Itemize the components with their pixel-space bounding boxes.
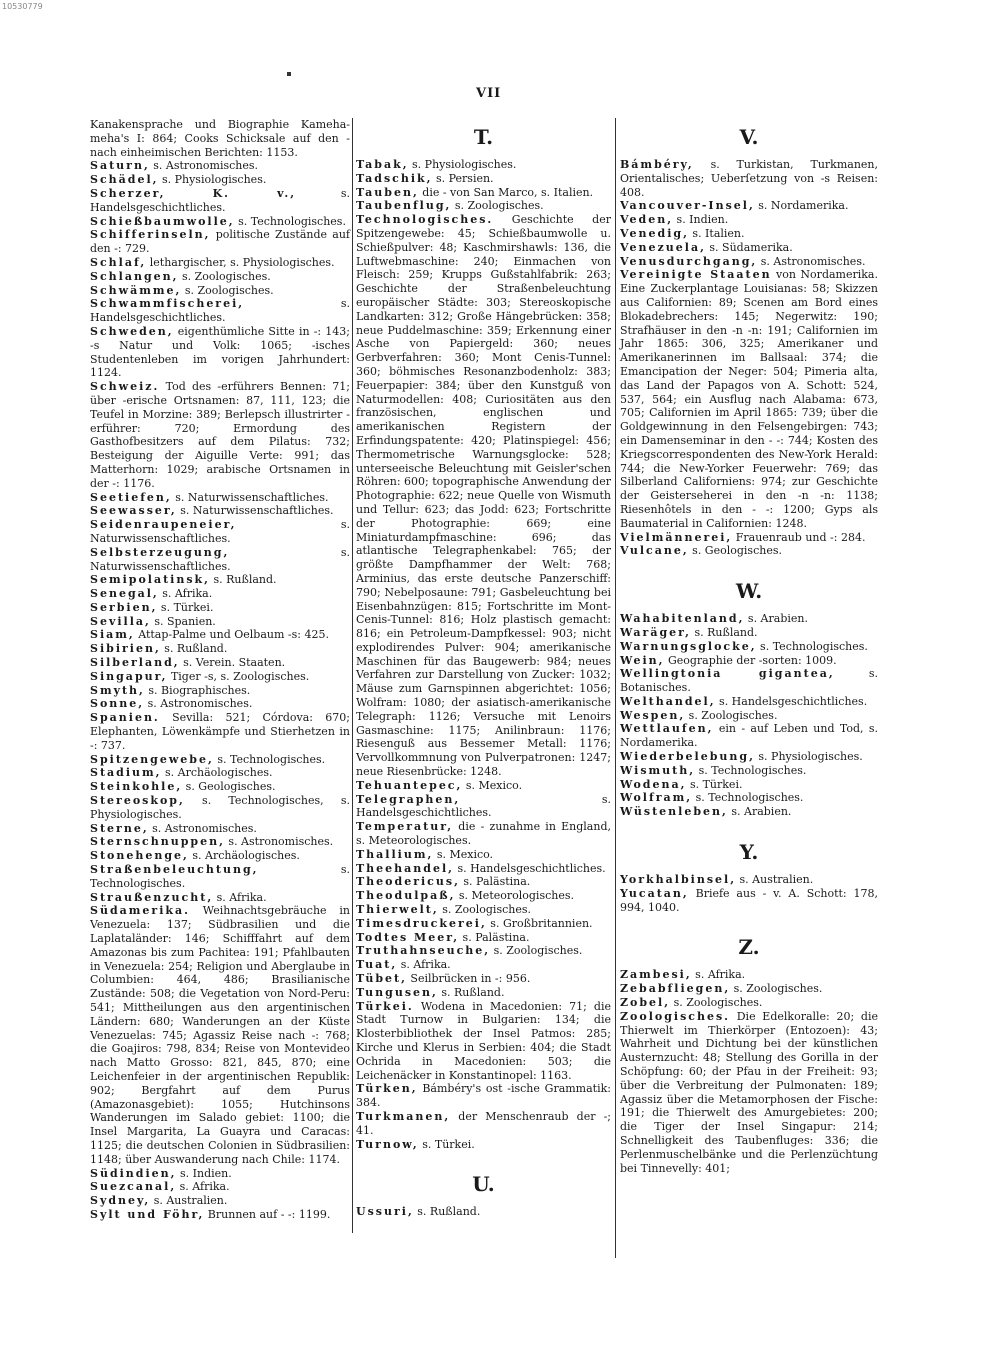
entry-headword: Vancouver-Insel, xyxy=(620,199,755,213)
entry-headword: Vulcane, xyxy=(620,544,689,558)
entry-text: Frauenraub und -: 284. xyxy=(732,530,866,544)
entry-headword: Spitzengewebe, xyxy=(90,752,214,766)
entry-text: Kanakensprache und Biographie Kameha-meha's I: 864; Cooks Schicksale auf den - nach einheimischen Berichten: 1153. xyxy=(90,118,350,159)
entry-text: s. Archäologisches. xyxy=(188,849,300,863)
index-entry xyxy=(356,779,611,793)
entry-headword: Waräger, xyxy=(620,625,691,639)
index-entry xyxy=(90,835,350,849)
entry-text: s. Zoologisches. xyxy=(490,944,583,958)
entry-text: s. Afrika. xyxy=(213,890,267,904)
entry-text: eigenthümliche Sitte in -: 143; -s Natur und Volk: 1065; -isches Studentenleben im vorigen Jahrhundert: 1124. xyxy=(90,324,350,380)
entry-headword: Todtes Meer, xyxy=(356,930,460,944)
entry-headword: Taubenflug, xyxy=(356,199,452,213)
entry-headword: Ussuri, xyxy=(356,1205,414,1219)
entry-headword: Siam, xyxy=(90,628,135,642)
index-entry xyxy=(90,587,350,601)
entry-text: Geschichte der Spitzengewebe: 45; Schießbaumwolle u. Schießpulver: 48; Kaschmirshawls: 136, die Luftwebmaschine: 240; Einmachen von Fleisch: 259; Krupps Gußstahlfabrik: 263; Geschichte der Straßenbeleuchtung europäischer Städte: 303; Stereoskopische Landkarten: 312; Große Hängebrücken: 358; neue Puddelmaschine: 359; Erkennung einer Asche von Papiergeld: 360; neues Gerbverfahren: 360; Mont Cenis-Tunnel: 360; böhmisches Resonanzbodenholz: 383; Feuerpapier: 384; über den Kunstguß von Naturmodellen: 408; Curiositäten aus den französischen, englischen und amerikanischen Registern der Erfindungspatente: 420; Platinspiegel: 456; Thermometrische Warnungsglocke: 528; unterseeische Beleuchtung mit Geisler'schen Röhren: 600; topographische Anwendung der Photographie: 622; neue Quelle von Wismuth und Tellur: 623; das Jodd: 623; Fortschritte der Photographie: 669; eine Miniaturdampfmaschine: 696; das atlantische Telegraphenkabel: 765; der größte Dampfhammer der Welt: 768; Arminius, das erste deutsche Panzerschiff: 790; Nebelposaune: 791; Gasbeleuchtung bei Eisenbahnzügen: 815; Fortschritte im Mont-Cenis-Tunnel: 816; Holz plastisch gemacht: 816; ein Petroleum-Dampfkessel: 903; nicht explodirendes Pulver: 904; amerikanische Maschinen für das Baugewerb: 984; neues Verfahren zur Darstellung von Zucker: 1032; Mäuse zum Garnspinnen abgerichtet: 1056; Wolfram: 1080; der asiatisch-amerikanische Telegraph: 1126; Versuche mit Lenoirs Gasmaschine: 1175; Anilinbraun: 1176; Riesenguß aus Bessemer Metall: 1176; Vervollkommnung von Pulverpatronen: 1247; neue Riesenbrücke: 1248. xyxy=(356,213,611,779)
entry-headword: Turnow, xyxy=(356,1137,419,1151)
index-entry xyxy=(90,297,350,325)
index-entry xyxy=(356,958,611,972)
entry-text: Attap-Palme und Oelbaum -s: 425. xyxy=(134,628,329,642)
entry-text: Briefe aus - v. A. Schott: 178, 994, 1040. xyxy=(620,886,878,914)
index-entry xyxy=(90,573,350,587)
entry-text: s. Zoologisches. xyxy=(178,269,271,283)
entry-text: s. Palästina. xyxy=(459,875,531,889)
entry-text: Seilbrücken in -: 956. xyxy=(406,972,531,986)
entry-text: s. Handelsgeschichtliches. xyxy=(356,792,611,820)
index-entry xyxy=(90,284,350,298)
entry-headword: Zoologisches. xyxy=(620,1009,730,1023)
index-entry xyxy=(90,766,350,780)
page-number: VII xyxy=(476,86,502,101)
entry-text: s. Rußland. xyxy=(160,642,228,656)
entry-headword: Veden, xyxy=(620,213,674,227)
entry-headword: Schifferinseln, xyxy=(90,228,211,242)
entry-text: s. Afrika. xyxy=(158,587,213,601)
entry-headword: Tungusen, xyxy=(356,985,438,999)
index-entry xyxy=(356,889,611,903)
entry-text: die - zunahme in England, s. Meteorologisches. xyxy=(356,820,611,848)
entry-headword: Stadium, xyxy=(90,766,162,780)
entry-headword: Wein, xyxy=(620,653,665,667)
entry-headword: Südindien, xyxy=(90,1166,177,1180)
index-entry xyxy=(356,1082,611,1110)
entry-headword: Senegal, xyxy=(90,587,159,601)
entry-headword: Theodericus, xyxy=(356,875,460,889)
entry-text: s. Mexico. xyxy=(462,778,523,792)
entry-headword: Südamerika. xyxy=(90,904,190,918)
entry-headword: Wiederbelebung, xyxy=(620,750,755,764)
entry-headword: Wüstenleben, xyxy=(620,805,728,819)
entry-text: s. Naturwissenschaftliches. xyxy=(176,504,334,518)
index-entry xyxy=(620,199,878,213)
entry-text: Brunnen auf - -: 1199. xyxy=(204,1207,331,1221)
entry-headword: Schießbaumwolle, xyxy=(90,214,235,228)
entry-headword: Türkei. xyxy=(356,999,414,1013)
entry-text: s. Turkistan, Turkmanen, Orientalisches; Ueberſetzung von -s Reisen: 408. xyxy=(620,158,878,199)
index-entry xyxy=(90,656,350,670)
entry-headword: Wismuth, xyxy=(620,763,696,777)
index-entry xyxy=(356,1000,611,1083)
entry-text: s. Handelsgeschichtliches. xyxy=(90,297,350,325)
section-letter-y: Y. xyxy=(739,840,759,865)
index-entry xyxy=(90,794,350,822)
index-entry xyxy=(620,626,878,640)
entry-headword: Venedig, xyxy=(620,226,689,240)
entry-headword: Suezcanal, xyxy=(90,1180,177,1194)
index-entry xyxy=(620,241,878,255)
entry-text: s. Rußland. xyxy=(210,573,277,587)
entry-headword: Vielmännerei, xyxy=(620,530,733,544)
entry-headword: Scherzer, K. v., xyxy=(90,186,297,200)
index-entry xyxy=(356,875,611,889)
entry-headword: Schwammfischerei, xyxy=(90,297,245,311)
section-letter-w: W. xyxy=(735,579,763,604)
entry-headword: Wolfram, xyxy=(620,791,693,805)
entry-text: s. Naturwissenschaftliches. xyxy=(90,518,350,545)
document-id: 10530779 xyxy=(2,2,43,11)
entry-text: s. Handelsgeschichtliches. xyxy=(454,861,606,875)
index-entry xyxy=(356,972,611,986)
entry-text: s. Physiologisches. xyxy=(158,173,267,187)
entry-headword: Türken, xyxy=(356,1082,418,1096)
index-entry xyxy=(90,546,350,574)
entry-text: s. Rußland. xyxy=(437,985,505,999)
index-entry xyxy=(90,187,350,215)
index-entry xyxy=(90,670,350,684)
entry-text: s. Handelsgeschichtliches. xyxy=(715,694,868,708)
entry-text: s. Arabien. xyxy=(727,805,792,819)
entry-headword: Sterne, xyxy=(90,821,149,835)
entry-text: s. Südamerika. xyxy=(705,240,793,254)
index-entry xyxy=(90,849,350,863)
entry-headword: Wodena, xyxy=(620,777,687,791)
index-entry xyxy=(90,159,350,173)
entry-text: s. Arabien. xyxy=(744,612,808,626)
entry-headword: Sevilla, xyxy=(90,614,151,628)
index-entry xyxy=(356,158,611,172)
entry-text: politische Zustände auf den -: 729. xyxy=(90,228,350,256)
entry-headword: Zambesi, xyxy=(620,968,692,982)
index-entry xyxy=(620,654,878,668)
entry-headword: Yorkhalbinsel, xyxy=(620,873,737,887)
entry-text: s. Türkei. xyxy=(418,1137,475,1151)
index-entry xyxy=(620,531,878,545)
index-entry xyxy=(90,518,350,546)
entry-text: von Nordamerika. Eine Zuckerplantage Louisianas: 58; Skizzen aus Californien: 89; Scenen am Bord eines Blokadebrechers: 145; Negerwitz: 190; Strafhäuser in den -n -n: 191; Californien im Jahr 1865: 306, 325; Amerikaner und Amerikanerinnen im Ballsaal: 374; die Emancipation der Neger: 504; Pimeria alta, das Land der Papagos von A. Schott: 524, 537, 564; ein Ausflug nach Alabama: 673, 705; Californien im April 1865: 739; über die Goldgewinnung in den Felsengebirgen: 743; ein Damenseminar in den - -: 744; Kosten des Kriegscorrespondenten des New-York Herald: 744; die New-Yorker Feuerwehr: 769; das Silberland Californiens: 974; zur Geschichte der Geisterseherei in den -n -n: 1138; Riesenhôtels in den - -: 1200; Gyps als Baumaterial in Californien: 1248. xyxy=(620,268,878,530)
entry-headword: Schädel, xyxy=(90,173,159,187)
entry-text: die - von San Marco, s. Italien. xyxy=(418,185,594,199)
entry-headword: Technologisches. xyxy=(356,213,494,227)
entry-headword: Tehuantepec, xyxy=(356,778,463,792)
entry-text: s. Naturwissenschaftliches. xyxy=(90,545,350,573)
entry-headword: Wettlaufen, xyxy=(620,722,714,736)
section-letter-v: V. xyxy=(739,125,759,149)
entry-headword: Thierwelt, xyxy=(356,903,439,917)
index-entry xyxy=(620,982,878,996)
entry-headword: Schwämme, xyxy=(90,283,182,297)
index-entry xyxy=(620,1010,878,1176)
index-entry xyxy=(90,118,350,159)
entry-headword: Singapur, xyxy=(90,669,168,683)
index-entry xyxy=(90,504,350,518)
entry-text: s. Afrika. xyxy=(691,968,746,982)
index-entry xyxy=(356,862,611,876)
index-entry xyxy=(356,172,611,186)
entry-text: s. Technologisches. xyxy=(90,863,350,890)
entry-text: s. Geologisches. xyxy=(182,780,276,794)
index-entry xyxy=(90,642,350,656)
entry-headword: Stonehenge, xyxy=(90,849,189,863)
entry-headword: Serbien, xyxy=(90,600,158,614)
entry-text: s. Zoologisches. xyxy=(451,199,544,213)
index-entry xyxy=(90,711,350,752)
entry-headword: Tübet, xyxy=(356,972,407,986)
index-entry xyxy=(90,753,350,767)
entry-headword: Wespen, xyxy=(620,708,686,722)
index-entry xyxy=(356,986,611,1000)
entry-headword: Straßenbeleuchtung, xyxy=(90,863,259,877)
index-entry xyxy=(620,268,878,530)
entry-text: s. Zoologisches. xyxy=(670,996,763,1010)
index-entry xyxy=(620,750,878,764)
index-entry xyxy=(620,695,878,709)
entry-text: s. Technologisches. xyxy=(692,791,804,805)
index-entry xyxy=(356,944,611,958)
entry-text: s. Physiologisches. xyxy=(408,158,517,171)
index-entry xyxy=(90,904,350,1166)
entry-text: s. Italien. xyxy=(688,226,745,240)
entry-headword: Bámbéry, xyxy=(620,158,694,171)
index-entry xyxy=(90,822,350,836)
index-entry xyxy=(356,199,611,213)
entry-text: Tod des -erführers Bennen: 71; über -erische Ortsnamen: 87, 111, 123; die Teufel in Morzine: 389; Berlepsch illustrirter -erführer: 720; Ermordung des Gasthofbesitzers auf dem Pilatus: 732; Besteigung der Aiguille Verte: 991; das Matterhorn: 1029; arabische Ortsnamen in der -: 1176. xyxy=(90,380,350,490)
entry-text: s. Astronomisches. xyxy=(148,821,257,835)
index-entry xyxy=(90,256,350,270)
index-entry xyxy=(90,615,350,629)
index-entry xyxy=(356,1110,611,1138)
index-entry xyxy=(90,380,350,490)
index-column-3 xyxy=(620,118,878,1175)
index-entry xyxy=(356,848,611,862)
entry-headword: Wellingtonia gigantea, xyxy=(620,667,835,681)
index-entry xyxy=(620,764,878,778)
entry-headword: Theodulpaß, xyxy=(356,889,456,903)
entry-text: s. Technologisches. xyxy=(695,763,807,777)
entry-text: s. Zoologisches. xyxy=(685,708,778,722)
entry-text: Sevilla: 521; Córdova: 670; Elephanten, Löwenkämpfe und Stierhetzen in -: 737. xyxy=(90,711,350,752)
entry-text: s. Zoologisches. xyxy=(438,903,531,917)
entry-text: s. Meteorologisches. xyxy=(455,889,574,903)
entry-text: s. Großbritannien. xyxy=(486,916,593,930)
entry-headword: Sylt und Föhr, xyxy=(90,1207,205,1221)
entry-headword: Semipolatinsk, xyxy=(90,573,210,587)
entry-text: s. Technologisches. xyxy=(756,639,868,653)
entry-headword: Smyth, xyxy=(90,683,145,697)
entry-headword: Temperatur, xyxy=(356,820,454,834)
index-entry xyxy=(90,228,350,256)
entry-text: ein - auf Leben und Tod, s. Nordamerika. xyxy=(620,722,878,750)
entry-headword: Venezuela, xyxy=(620,240,706,254)
entry-text: Weihnachtsgebräuche in Venezuela: 137; Südbrasilien und die Laplataländer: 146; Schifffahrt auf dem Amazonas bis zum Pachitea: 191; Pfahlbauten in Venezuela: 254; Religion und Aberglaube in Columbien: 464, 486; Brasilianische Zustände: 508; die Vegetation von Nord-Peru: 541; Mittheilungen aus den argentinischen Ländern: 680; Wanderungen an der Küste Venezuelas: 745; Agassiz Reise nach -: 768; die Goajiros: 798, 834; Reise von Montevideo nach Matto Grosso: 821, 845, 870; eine Leichenfeier in der argentinischen Republik: 902; Bergfahrt auf dem Purus (Amazonasgebiet): 1055; Hutchinsons Wanderungen im Salado gebiet: 1100; die Insel Margarita, La Guayra und Caracas: 1125; die deutschen Colonien in Südbrasilien: 1148; über Auswanderung nach Chile: 1174. xyxy=(90,904,350,1166)
entry-headword: Straußenzucht, xyxy=(90,890,214,904)
entry-text: s. Verein. Staaten. xyxy=(179,656,286,670)
entry-text: s. Rußland. xyxy=(690,625,758,639)
index-entry xyxy=(620,887,878,915)
entry-headword: Sibirien, xyxy=(90,642,161,656)
entry-text: s. Technologisches, s. Physiologisches. xyxy=(90,794,350,821)
entry-text: Wodena in Macedonien: 71; die Stadt Turnow in Bulgarien: 134; die Klosterbibliothek der Insel Patmos: 285; Kirche und Klerus in Serbien: 404; die Stadt Ochrida in Macedonien: 503; die Leichenäcker in Konstantinopel: 1163. xyxy=(356,999,611,1082)
entry-text: s. Afrika. xyxy=(176,1180,230,1194)
entry-headword: Seewasser, xyxy=(90,504,177,518)
index-entry xyxy=(620,805,878,819)
entry-headword: Warnungsglocke, xyxy=(620,639,757,653)
section-letter-t: T. xyxy=(473,125,494,149)
entry-text: s. Astronomisches. xyxy=(224,835,334,849)
entry-text: s. Nordamerika. xyxy=(754,199,849,213)
index-column-2 xyxy=(356,118,611,1219)
entry-text: s. Astronomisches. xyxy=(149,159,259,173)
entry-text: s. Afrika. xyxy=(397,958,451,972)
index-entry xyxy=(356,1138,611,1152)
index-entry xyxy=(620,213,878,227)
entry-headword: Seetiefen, xyxy=(90,490,172,504)
entry-headword: Schlangen, xyxy=(90,269,179,283)
entry-text: Bámbéry's ost -ische Grammatik: 384. xyxy=(356,1082,611,1110)
entry-headword: Tadschik, xyxy=(356,171,433,185)
entry-headword: Seidenraupeneier, xyxy=(90,518,237,532)
entry-headword: Thallium, xyxy=(356,847,434,861)
entry-headword: Sydney, xyxy=(90,1194,151,1208)
entry-text: s. Indien. xyxy=(176,1166,232,1180)
entry-headword: Schweiz. xyxy=(90,380,160,394)
entry-headword: Wahabitenland, xyxy=(620,612,745,626)
entry-text: s. Türkei. xyxy=(686,777,743,791)
index-entry xyxy=(620,968,878,982)
section-letter-u: U. xyxy=(472,1172,495,1197)
entry-text: s. Zoologisches. xyxy=(730,982,823,996)
index-entry xyxy=(620,640,878,654)
entry-text: der Menschenraub der -; 41. xyxy=(356,1109,611,1137)
entry-text: s. Archäologisches. xyxy=(161,766,273,780)
entry-headword: Tauben, xyxy=(356,185,419,199)
entry-text: s. Technologisches. xyxy=(213,752,326,766)
entry-text: s. Türkei. xyxy=(157,600,214,614)
entry-text: s. Technologisches. xyxy=(234,214,346,228)
entry-text: Die Edelkoralle: 20; die Thierwelt im Thierkörper (Entozoen): 43; Wahrheit und Dichtung bei der künstlichen Austernzucht: 48; Stellung des Gorilla in der Schöpfung: 60; der Pfau in der Freiheit: 93; über die Verbreitung der Pulmonaten: 189; Agassiz über die Metamorphosen der Fische: 191; die Thierwelt des Amurgebietes: 200; die Tiger der Insel Singapur: 214; Schnelligkeit des Taubenfluges: 336; die Perlenmuschelbänke und die Perlenzüchtung bei Tinnevelly: 401; xyxy=(620,1009,878,1175)
index-entry xyxy=(356,903,611,917)
index-entry xyxy=(620,544,878,558)
entry-text: s. Naturwissenschaftliches. xyxy=(171,490,329,504)
entry-headword: Saturn, xyxy=(90,159,150,173)
entry-headword: Steinkohle, xyxy=(90,780,183,794)
entry-headword: Timesdruckerei, xyxy=(356,916,487,930)
entry-text: s. Rußland. xyxy=(413,1205,481,1219)
entry-text: lethargischer, s. Physiologisches. xyxy=(146,255,335,269)
entry-headword: Silberland, xyxy=(90,656,180,670)
index-entry xyxy=(356,213,611,779)
entry-headword: Vereinigte Staaten xyxy=(620,268,772,282)
entry-headword: Zobel, xyxy=(620,996,671,1010)
entry-text: s. Biographisches. xyxy=(144,683,251,697)
index-entry xyxy=(620,709,878,723)
entry-headword: Schlaf, xyxy=(90,255,147,269)
entry-text: s. Palästina. xyxy=(459,930,530,944)
index-entry xyxy=(90,173,350,187)
entry-text: s. Persien. xyxy=(432,171,494,185)
entry-headword: Sternschnuppen, xyxy=(90,835,225,849)
entry-headword: Theehandel, xyxy=(356,861,455,875)
index-entry xyxy=(620,255,878,269)
entry-text: s. Geologisches. xyxy=(688,544,782,558)
entry-text: s. Zoologisches. xyxy=(181,283,274,297)
entry-text: Tiger -s, s. Zoologisches. xyxy=(167,669,310,683)
index-entry xyxy=(620,722,878,750)
entry-headword: Selbsterzeugung, xyxy=(90,545,230,559)
index-entry xyxy=(620,873,878,887)
entry-headword: Schweden, xyxy=(90,324,174,338)
column-divider xyxy=(615,118,616,1258)
index-entry xyxy=(356,186,611,200)
index-entry xyxy=(620,158,878,199)
entry-text: s. Astronomisches. xyxy=(144,697,253,711)
index-entry xyxy=(620,667,878,695)
entry-text: s. Mexico. xyxy=(433,847,494,861)
index-entry xyxy=(356,917,611,931)
index-entry xyxy=(90,863,350,891)
ink-mark xyxy=(287,72,291,76)
entry-headword: Turkmanen, xyxy=(356,1109,451,1123)
index-entry xyxy=(620,996,878,1010)
index-entry xyxy=(620,778,878,792)
index-entry xyxy=(90,491,350,505)
entry-headword: Stereoskop, xyxy=(90,794,185,808)
index-entry xyxy=(90,325,350,380)
index-column-1 xyxy=(90,118,350,1222)
entry-headword: Yucatan, xyxy=(620,886,689,900)
column-divider xyxy=(352,118,353,1233)
entry-text: s. Spanien. xyxy=(150,614,216,628)
index-entry xyxy=(90,1208,350,1222)
index-entry xyxy=(90,780,350,794)
index-entry xyxy=(90,684,350,698)
index-entry xyxy=(90,601,350,615)
index-entry xyxy=(90,891,350,905)
index-entry xyxy=(90,1180,350,1194)
index-entry xyxy=(620,612,878,626)
entry-text: s. Indien. xyxy=(673,213,729,227)
entry-headword: Sonne, xyxy=(90,697,145,711)
index-entry xyxy=(90,628,350,642)
index-entry xyxy=(90,215,350,229)
entry-headword: Telegraphen, xyxy=(356,792,461,806)
entry-text: s. Botanisches. xyxy=(620,667,878,695)
index-entry xyxy=(620,791,878,805)
entry-headword: Spanien. xyxy=(90,711,160,725)
entry-headword: Venusdurchgang, xyxy=(620,254,758,268)
entry-text: s. Australien. xyxy=(736,873,814,887)
index-entry xyxy=(620,227,878,241)
entry-text: Geographie der -sorten: 1009. xyxy=(664,653,837,667)
entry-text: s. Physiologisches. xyxy=(754,750,863,764)
entry-headword: Zebabfliegen, xyxy=(620,982,731,996)
entry-text: s. Astronomisches. xyxy=(757,254,866,268)
index-entry xyxy=(90,1167,350,1181)
entry-headword: Welthandel, xyxy=(620,694,716,708)
section-letter-z: Z. xyxy=(738,935,760,960)
entry-headword: Tabak, xyxy=(356,158,409,171)
entry-headword: Truthahnseuche, xyxy=(356,944,491,958)
entry-text: s. Handelsgeschichtliches. xyxy=(90,186,351,214)
index-entry xyxy=(90,1194,350,1208)
entry-text: s. Australien. xyxy=(150,1194,228,1208)
entry-headword: Tuat, xyxy=(356,958,398,972)
index-entry xyxy=(356,931,611,945)
index-entry xyxy=(356,793,611,821)
index-entry xyxy=(90,270,350,284)
index-entry xyxy=(356,820,611,848)
index-entry xyxy=(356,1205,611,1219)
index-entry xyxy=(90,697,350,711)
